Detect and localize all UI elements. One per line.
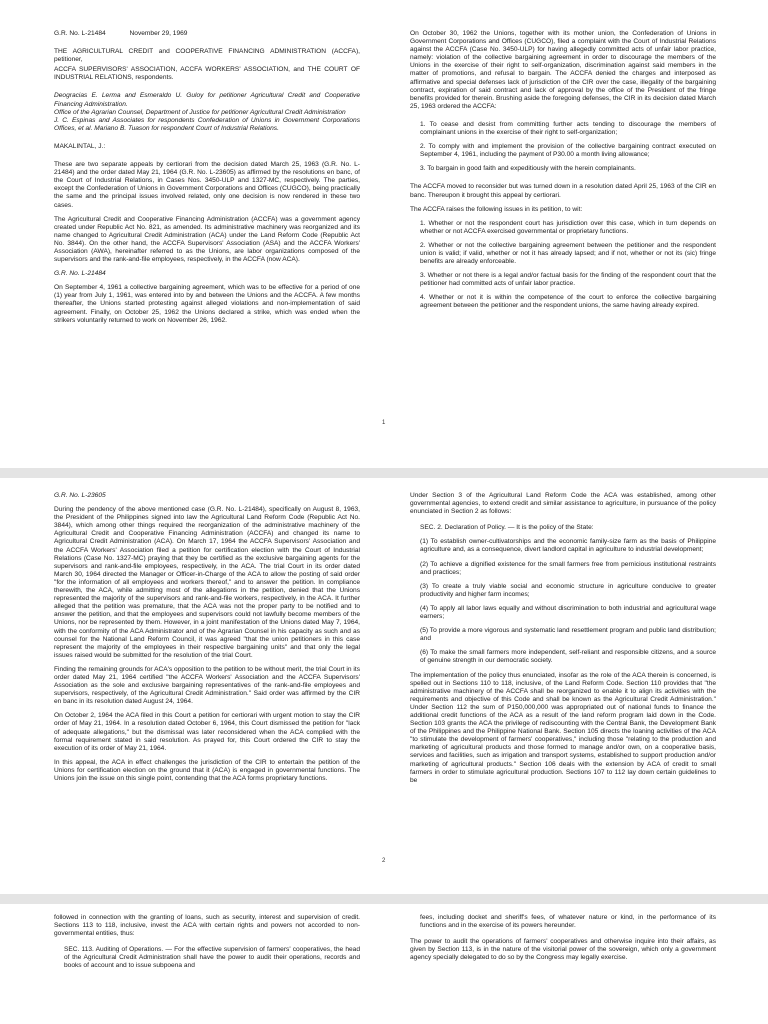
paragraph: The implementation of the policy thus enunciated, insofar as the role of the ACA therein is concerned, is spelled out in Sections 110 to 118, inclusive, of the Land Reform Code. Section 110 provides that "the administrative machinery of the ACCFA shall be reorganized to enable it to align its activities with the requirements and objective of this Code and shall be known as the Agricultural Credit Administration." Under Section 112 the sum of P150,000,000 was appropriated out of national funds to finance the additional credit functions of the ACA as a result of the land reform program laid down in the Code. Section 103 grants the ACA the privilege of rediscounting with the Central Bank, the Development Bank of the Philippines and the Philippine National Bank. Section 105 directs the loaning activities of the ACA "to stimulate the development of farmers' cooperatives," including those "relating to the production and marketing of agricultural products and those formed to manage and/or own, on a cooperative basis, services and facilities, such as irrigation and transport systems, established to support production and/or marketing of agricultural products." Section 106 deals with the extension by ACA of credit to small farmers in order to stimulate agricultural production. Sections 107 to 112 lay down certain guidelines to be [410,671,716,784]
order-item: 2. To comply with and implement the provision of the collective bargaining contract executed on September 4, 1961, including the payment of P30.00 a month living allowance; [420,143,716,159]
section-text: SEC. 113. Auditing of Operations. — For the effective supervision of farmers' cooperatives, the head of the Agricultural Credit Administration shall have the power to audit their operations, records and books of account and to issue subpoena and [64,946,360,970]
counsel-2: Office of the Agrarian Counsel, Department of Justice for petitioner Agricultural Credit Administration [54,108,346,116]
page3-left-column [54,914,360,977]
paragraph: On September 4, 1961 a collective bargaining agreement, which was to be effective for a period of one (1) year from July 1, 1961, was entered into by and between the Unions and the ACCFA. A few months thereafter, the Unions started protesting against alleged violations and non-implementation of said agreement. Finally, on October 25, 1962 the Unions declared a strike, which was ended when the strikers voluntarily returned to work on November 26, 1962. [54,284,360,324]
paragraph: In this appeal, the ACA in effect challenges the jurisdiction of the CIR to entertain the petition of the Unions for certification election on the ground that it (ACA) is engaged in governmental functions. The Unions join the issue on this single point, contending that the ACA forms proprietary functions. [54,758,360,782]
page-number: 2 [382,858,386,864]
paragraph: The ACCFA raises the following issues in its petition, to wit: [410,205,583,213]
case-header [54,30,360,38]
page1-right-column [410,30,716,317]
paragraph: The power to audit the operations of farmers' cooperatives and otherwise inquire into their affairs, as given by Section 113, is in the nature of the visitorial power of the sovereign, which only a government agency specially delegated to do so by the Congress may legally exercise. [410,938,716,962]
policy-item: (3) To create a truly viable social and economic structure in agriculture conducive to greater productivity and higher farm incomes; [420,582,716,598]
order-item: 1. To cease and desist from committing further acts tending to discourage the members of complainant unions in the exercise of their right to self-organization; [420,120,716,137]
policy-item: (5) To provide a more vigorous and systematic land resettlement program and public land distribution; and [420,627,716,643]
page1-left-column [54,30,360,331]
case-number: G.R. No. L-23605 [54,492,106,499]
case-number: G.R. No. L-21484 [54,30,106,37]
counsel-1: Deogracias E. Lerma and Esmeraldo U. Guloy for petitioner Agricultural Credit and Cooperative Financing Administration. [54,92,360,108]
paragraph: Under Section 3 of the Agricultural Land Reform Code the ACA was established, among other governmental agencies, to extend credit and similar assistance to agriculture, in pursuance of the policy enunciated in Section 2 as follows: [410,492,716,516]
justice-name: MAKALINTAL, J.: [54,142,106,150]
section-heading: SEC. 2. Declaration of Policy. — It is the policy of the State: [420,524,594,532]
counsel-3: J. C. Espinas and Associates for respondents Confederation of Unions in Government Corporations Offices, et al. Mariano B. Tuason for respondent Court of Industrial Relations. [54,116,360,132]
parties-petitioner: THE AGRICULTURAL CREDIT and COOPERATIVE FINANCING ADMINISTRATION (ACCFA), petitioner, [54,48,360,64]
document-page-1 [0,0,768,468]
paragraph: The ACCFA moved to reconsider but was turned down in a resolution dated April 25, 1963 of the CIR en banc. Thereupon it brought this appeal by certiorari. [410,183,716,199]
page3-right-column [410,914,716,968]
page-number: 1 [382,420,386,426]
policy-item: (4) To apply all labor laws equally and without discrimination to both industrial and agricultural wage earners; [420,604,716,621]
page2-right-column [410,492,716,791]
paragraph: On October 2, 1964 the ACA filed in this Court a petition for certiorari with urgent motion to stay the CIR order of May 21, 1964. In a resolution dated October 6, 1964, this Court dismissed the petition for "lack of adequate allegations," but the dismissal was later reconsidered when the ACA complied with the formal requirement stated in said resolution. As prayed for, this Court ordered the CIR to stay the execution of its order of May 21, 1964. [54,712,360,752]
paragraph: The Agricultural Credit and Cooperative Financing Administration (ACCFA) was a government agency created under Republic Act No. 821, as amended. Its administrative machinery was reorganized and its name changed to Agricultural Credit Administration (ACA) under the Land Reform Code (Republic Act No. 3844). On the other hand, the ACCFA Supervisors' Association (ASA) and the ACCFA Workers' Association (AWA), hereinafter referred to as the Unions, are labor organizations composed of the supervisors and the rank-and-file employees, respectively, in the ACCFA (now ACA). [54,215,360,264]
parties-respondents: ACCFA SUPERVISORS' ASSOCIATION, ACCFA WORKERS' ASSOCIATION, and THE COURT OF INDUSTRIAL RELATIONS, respondents. [54,66,360,82]
subcase-heading: G.R. No. L-21484 [54,270,106,278]
policy-item: (6) To make the small farmers more independent, self-reliant and responsible citizens, and a source of genuine strength in our democratic society. [420,649,716,665]
document-page-3 [0,904,768,1024]
policy-item: (1) To establish owner-cultivatorships and the economic family-size farm as the basis of Philippine agriculture and, as a consequence, divert landlord capital in agriculture to industrial development; [420,538,716,554]
issue-item: 3. Whether or not there is a legal and/or factual basis for the finding of the respondent court that the petitioner had committed acts of unfair labor practice. [420,272,716,288]
paragraph: Finding the remaining grounds for ACA's opposition to the petition to be without merit, the trial Court in its order dated May 21, 1964 certified "the ACCFA Workers' Association and the ACCFA Supervisors' Association as the sole and exclusive bargaining representatives of the rank-and-file employees and supervisors, respectively, of the Agricultural Credit Administration." Said order was affirmed by the CIR en banc in its resolution dated August 24, 1964. [54,665,360,706]
order-item: 3. To bargain in good faith and expeditiously with the herein complainants. [420,165,636,173]
paragraph: These are two separate appeals by certiorari from the decision dated March 25, 1963 (G.R. No. L-21484) and the order dated May 21, 1964 (G.R. No. L-23605) as affirmed by the resolutions en banc, of the Court of Industrial Relations, in Cases Nos. 3450-ULP and 1327-MC, respectively. The parties, except the Confederation of Unions in Government Corporations and Offices (CUGCO), being practically the same and the principal issues involved related, only one decision is now rendered in these two cases. [54,161,360,209]
page2-left-column [54,492,360,789]
paragraph: followed in connection with the granting of loans, such as security, interest and supervision of credit. Sections 113 to 118, inclusive, invest the ACA with certain rights and powers not accorded to non-governmental entities, thus: [54,914,360,938]
document-page-2 [0,478,768,894]
paragraph: fees, including docket and sheriff's fees, of whatever nature or kind, in the performance of its functions and in the exercise of its powers hereunder. [420,914,716,930]
paragraph: During the pendency of the above mentioned case (G.R. No. L-21484), specifically on August 8, 1963, the President of the Philippines signed into law the Agricultural Land Reform Code (Republic Act No. 3844), which among other things required the reorganization of the administrative machinery of the Agricultural Credit and Cooperative Financing Administration (ACCFA) and changed its name to Agricultural Credit Administration (ACA). On March 17, 1964 the ACCFA Supervisors' Association and the ACCFA Workers' Association filed a petition for certification election with the Court of Industrial Relations (Case No. 1327-MC) praying that they be certified as the exclusive bargaining agents for the supervisors and rank-and-file employees, respectively, in the ACA. The trial Court in its order dated March 30, 1964 directed the Manager or Officer-in-Charge of the ACA to allow the posting of said order "for the information of all employees and workers thereof," and to answer the petition. In compliance therewith, the ACA, while admitting most of the allegations in the petition, denied that the Unions represented the majority of the supervisors and rank-and-file workers, respectively, in the ACA. It further alleged that the petition was premature, that the ACA was not the proper party to be notified and to answer the petition, and that the employees and supervisors could not lawfully become members of the Unions, nor be represented by them. However, in a joint manifestation of the Unions dated May 7, 1964, with the conformity of the ACA Administrator and of the Agrarian Counsel in his capacity as such and as counsel for the National Land Reform Council, it was agreed "that the union petitioners in this case represent the majority of the employees in their respective bargaining units" and that only the legal issues raised would be submitted for the resolution of the trial Court. [54,506,360,659]
issue-item: 1. Whether or not the respondent court has jurisdiction over this case, which in turn depends on whether or not ACCFA exercised governmental or proprietary functions. [420,219,716,235]
case-date: November 29, 1969 [129,30,188,37]
policy-item: (2) To achieve a dignified existence for the small farmers free from pernicious institutional restraints and practices; [420,560,716,576]
paragraph: On October 30, 1962 the Unions, together with its mother union, the Confederation of Unions in Government Corporations and Offices (CUGCO), filed a complaint with the Court of Industrial Relations against the ACCFA (Case No. 3450-ULP) for having allegedly committed acts of unfair labor practice, namely: violation of the collective bargaining agreement in order to discourage the members of the Unions in the exercise of their right to self-organization, discrimination against said members in the matter of promotions, and refusal to bargain. The ACCFA denied the charges and interposed as affirmative and special defenses lack of jurisdiction of the CIR over the case, illegality of the bargaining contract, expiration of said contract and lack of approval by the office of the President of the fringe benefits provided for therein. Brushing aside the foregoing defenses, the CIR in its decision dated March 25, 1963 ordered the ACCFA: [410,30,716,110]
issue-item: 4. Whether or not it is within the competence of the court to enforce the collective bargaining agreement between the petitioner and the respondent unions, the same having already expired. [420,294,716,310]
issue-item: 2. Whether or not the collective bargaining agreement between the petitioner and the respondent union is valid; if valid, whether or not it has already lapsed; and if not, whether or not its (sic) fringe benefits are already enforceable. [420,241,716,266]
